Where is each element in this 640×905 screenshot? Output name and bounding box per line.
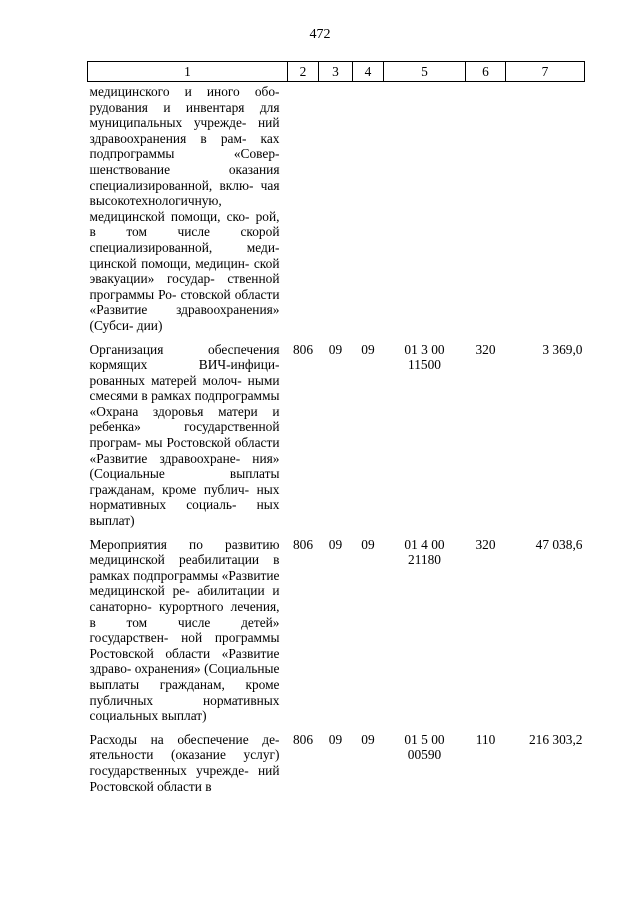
amount: 216 303,2 xyxy=(528,731,583,747)
column-header-2: 2 xyxy=(288,62,319,82)
subsection-code: 09 xyxy=(361,536,375,552)
ministry-code: 806 xyxy=(292,536,314,552)
table-row xyxy=(88,334,585,529)
expense-type-code xyxy=(466,82,506,334)
ministry-code: 806 xyxy=(292,731,314,747)
subsection-code: 09 xyxy=(361,731,375,747)
row-description: Организация обеспечения кормящих ВИЧ-инфици- рованных матерей молоч- ными смесями в рамках подпрограммы «Охрана здоровья матери и ребенка» государственной програм- мы Ростовской области «Развитие здравоохране- ния» (Социальные выплаты гражданам, кроме публич- ных нормативных социаль- ных выплат) xyxy=(89,341,280,529)
section-code: 09 xyxy=(328,341,343,357)
target-article-code: 01 4 00 21180 xyxy=(404,536,445,568)
expense-type-code: 320 xyxy=(475,341,496,357)
column-header-4: 4 xyxy=(353,62,384,82)
section-code: 09 xyxy=(328,731,343,747)
budget-table xyxy=(87,61,585,794)
column-header-3: 3 xyxy=(319,62,353,82)
row-description: Расходы на обеспечение де- ятельности (оказание услуг) государственных учрежде- ний Ростовской области в xyxy=(89,731,280,794)
column-header-5: 5 xyxy=(384,62,466,82)
section-code: 09 xyxy=(328,536,343,552)
table-row xyxy=(88,82,585,334)
column-header-1: 1 xyxy=(88,62,288,82)
section-code xyxy=(319,82,353,334)
table-header-row xyxy=(88,62,585,82)
expense-type-code: 320 xyxy=(475,536,496,552)
column-header-7: 7 xyxy=(506,62,585,82)
ministry-code: 806 xyxy=(292,341,314,357)
expense-type-code: 110 xyxy=(475,731,496,747)
target-article-code xyxy=(384,82,466,334)
amount: 3 369,0 xyxy=(542,341,583,357)
row-description: медицинского и иного обо- рудования и инвентаря для муниципальных учрежде- ний здравоохранения в рам- ках подпрограммы «Совер- шенствование оказания специализированной, вклю- чая высокотехнологичную, медицинской помощи, ско- рой, в том числе скорой специализированной, меди- цинской помощи, медицин- ской эвакуации» государ- ственной программы Ро- стовской области «Развитие здравоохранения» (Субси- дии) xyxy=(89,84,280,333)
ministry-code xyxy=(288,82,319,334)
target-article-code: 01 3 00 11500 xyxy=(404,341,445,373)
target-article-code: 01 5 00 00590 xyxy=(404,731,445,763)
amount: 47 038,6 xyxy=(535,536,583,552)
table-row xyxy=(88,724,585,794)
subsection-code: 09 xyxy=(361,341,375,357)
row-description: Мероприятия по развитию медицинской реабилитации в рамках подпрограммы «Развитие медицинской ре- абилитации и санаторно- курортного лечения, в том числе детей» государствен- ной программы Ростовской области «Развитие здраво- охранения» (Социальные выплаты гражданам, кроме публичных нормативных социальных выплат) xyxy=(89,536,280,724)
column-header-6: 6 xyxy=(466,62,506,82)
table-row xyxy=(88,529,585,724)
amount xyxy=(506,82,585,334)
subsection-code xyxy=(353,82,384,334)
page-number: 472 xyxy=(309,27,331,42)
